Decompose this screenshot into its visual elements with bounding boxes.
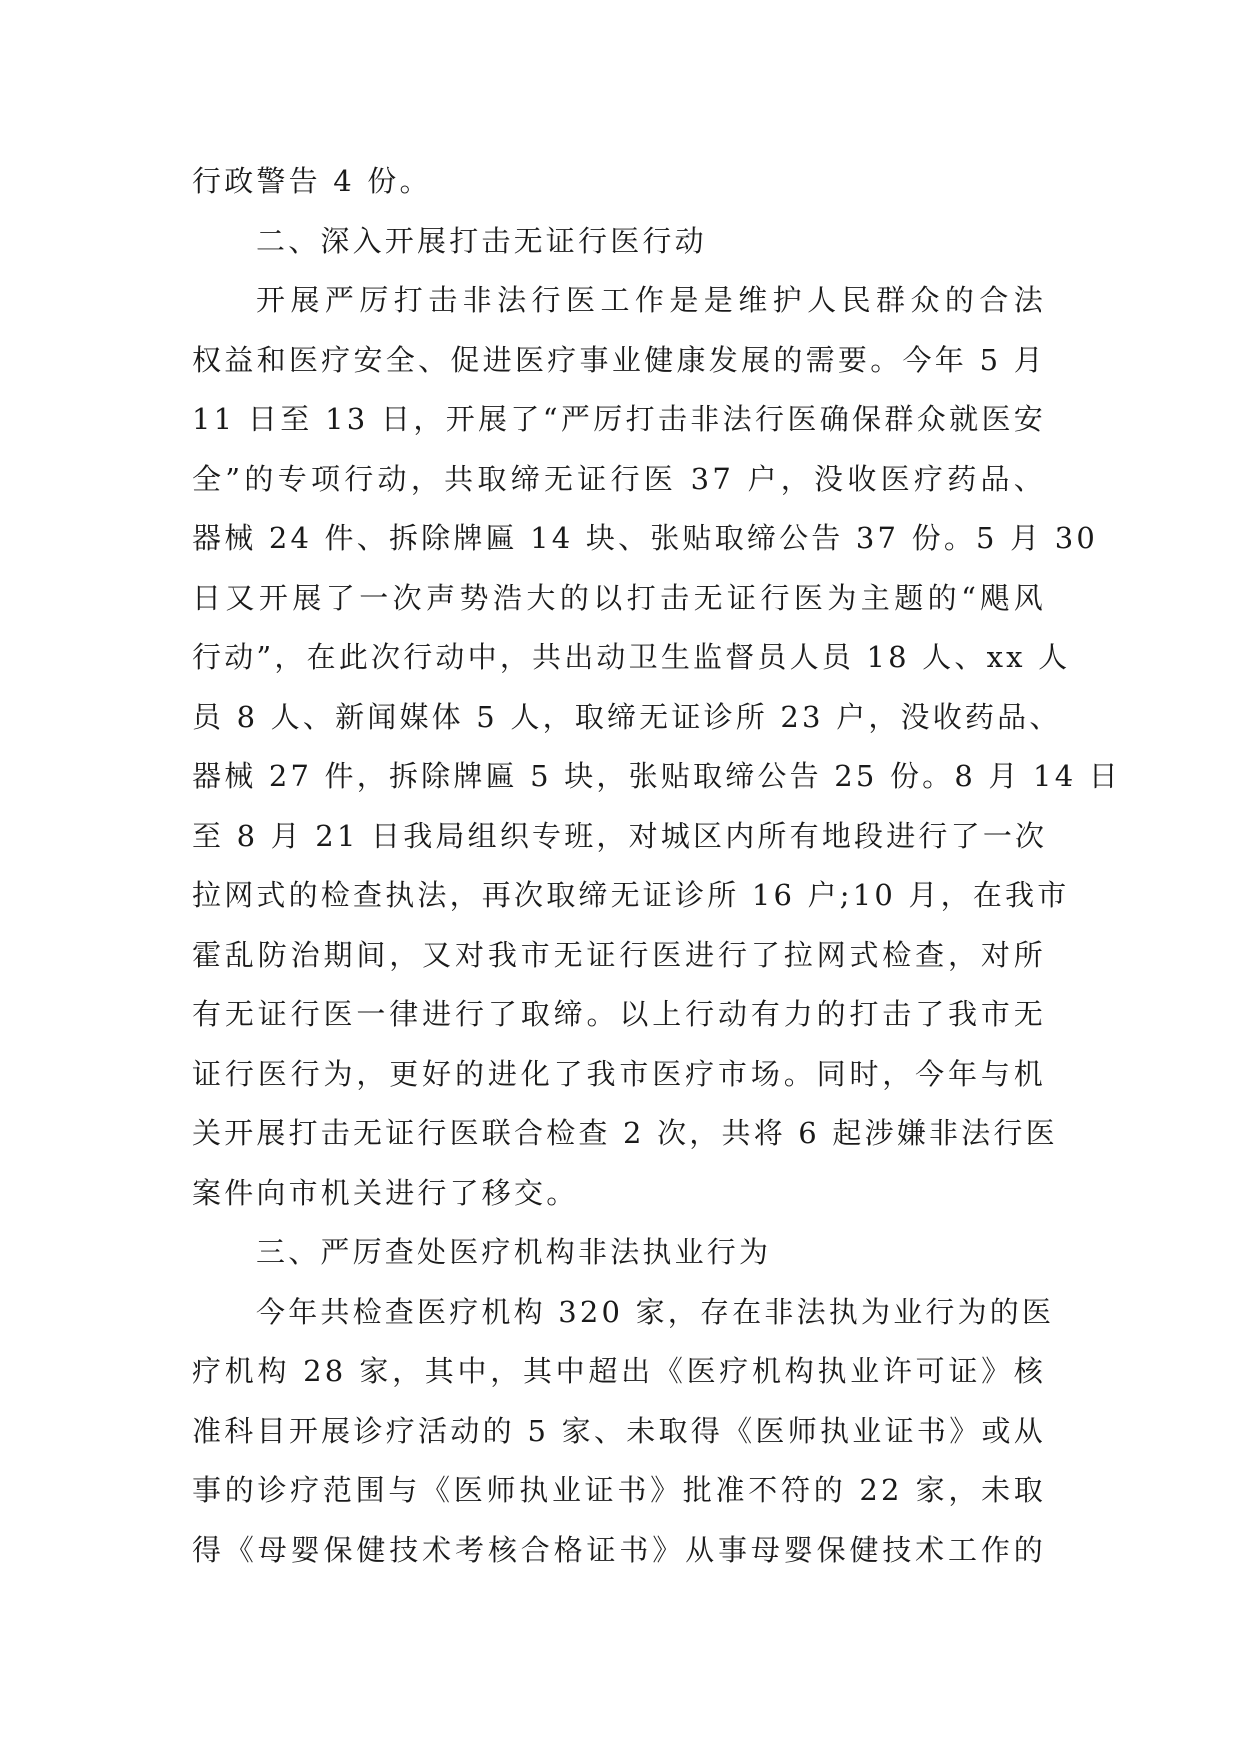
text-line: 日又开展了一次声势浩大的以打击无证行医为主题的“飓风 [192,580,1046,615]
text-line: 霍乱防治期间，又对我市无证行医进行了拉网式检查，对所 [192,937,1046,972]
text-line: 今年共检查医疗机构 320 家，存在非法执为业行为的医 [256,1294,1055,1329]
text-line: 案件向市机关进行了移交。 [192,1175,579,1210]
text-line: 关开展打击无证行医联合检查 2 次，共将 6 起涉嫌非法行医 [192,1116,1058,1150]
text-line: 得《母婴保健技术考核合格证书》从事母婴保健技术工作的 [192,1532,1046,1567]
section-heading: 二、深入开展打击无证行医行动 [256,223,707,258]
text-line: 器械 24 件、拆除牌匾 14 块、张贴取缔公告 37 份。5 月 30 [192,521,1099,555]
text-line: 拉网式的检查执法，再次取缔无证诊所 16 户;10 月，在我市 [192,878,1070,912]
text-line: 权益和医疗安全、促进医疗事业健康发展的需要。今年 5 月 [192,342,1046,377]
text-line: 行政警告 4 份。 [192,164,432,198]
section-heading: 三、严厉查处医疗机构非法执业行为 [256,1235,772,1269]
text-line: 有无证行医一律进行了取缔。以上行动有力的打击了我市无 [192,997,1046,1031]
text-line: 准科目开展诊疗活动的 5 家、未取得《医师执业证书》或从 [192,1413,1046,1448]
text-line: 11 日至 13 日，开展了“严厉打击非法行医确保群众就医安 [192,402,1046,436]
text-line: 至 8 月 21 日我局组织专班，对城区内所有地段进行了一次 [192,818,1048,853]
text-line: 开展严厉打击非法行医工作是是维护人民群众的合法 [256,283,1046,317]
text-line: 全”的专项行动，共取缔无证行医 37 户，没收医疗药品、 [192,461,1046,496]
text-line: 行动”，在此次行动中，共出动卫生监督员人员 18 人、xx 人 [192,640,1071,674]
text-line: 事的诊疗范围与《医师执业证书》批准不符的 22 家，未取 [192,1473,1046,1507]
document-body [192,152,1121,1580]
text-line: 器械 27 件，拆除牌匾 5 块，张贴取缔公告 25 份。8 月 14 日 [192,759,1121,793]
text-line: 疗机构 28 家，其中，其中超出《医疗机构执业许可证》核 [192,1354,1046,1388]
text-line: 证行医行为，更好的进化了我市医疗市场。同时，今年与机 [192,1056,1046,1091]
text-line: 员 8 人、新闻媒体 5 人，取缔无证诊所 23 户，没收药品、 [192,699,1062,734]
